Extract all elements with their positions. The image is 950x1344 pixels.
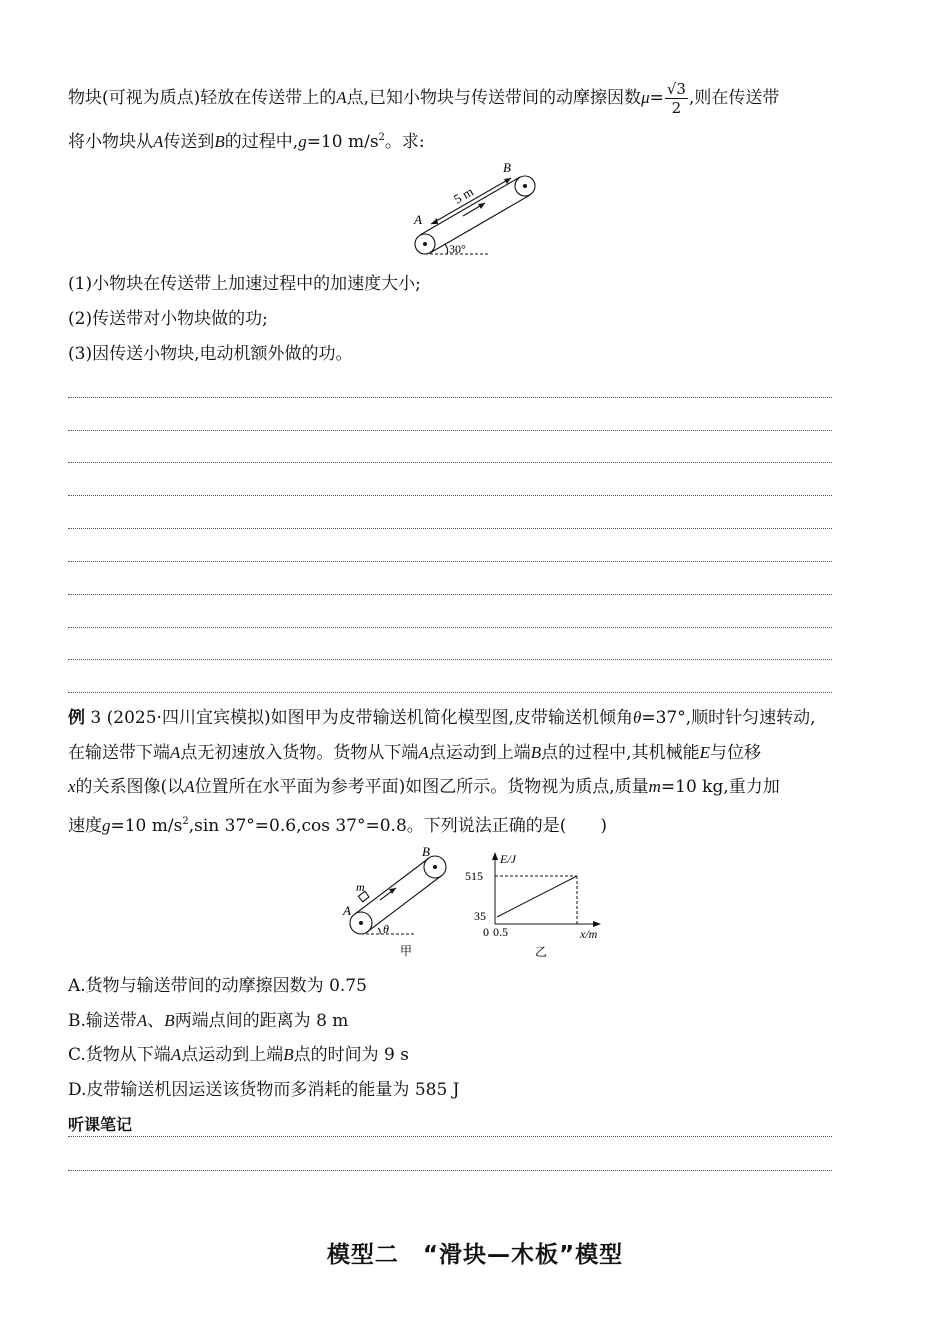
example3-line-3: x的关系图像(以A位置所在水平面为参考平面)如图乙所示。货物视为质点,质量m=10 kg,重力加 <box>68 777 780 797</box>
answer-line <box>68 528 832 529</box>
answer-line <box>68 561 832 562</box>
jia-label-m: m <box>356 880 365 894</box>
answer-line <box>68 692 832 693</box>
yi-x-tick: 0.5 <box>493 925 508 939</box>
energy-graph-yi <box>462 850 612 962</box>
option-c: C.货物从下端A点运动到上端B点的时间为 9 s <box>68 1045 409 1065</box>
yi-y-top: 515 <box>465 869 483 883</box>
question-2: (2)传送带对小物块做的功; <box>68 309 268 329</box>
option-d: D.皮带输送机因运送该货物而多消耗的能量为 585 J <box>68 1080 460 1100</box>
yi-y-low: 35 <box>474 909 486 923</box>
problem-line-2: 将小物块从A传送到B的过程中,g=10 $m/s^2$。求: <box>68 132 425 152</box>
conveyor-figure-jia <box>338 845 458 960</box>
question-1: (1)小物块在传送带上加速过程中的加速度大小; <box>68 274 421 294</box>
answer-line <box>68 495 832 496</box>
fig1-label-a: A <box>414 212 422 227</box>
energy-line <box>497 876 577 917</box>
answer-line <box>68 462 832 463</box>
option-b: B.输送带A、B两端点间的距离为 8 m <box>68 1011 349 1031</box>
option-a: A.货物与输送带间的动摩擦因数为 0.75 <box>68 976 367 996</box>
example-label: 例 <box>68 708 85 728</box>
jia-label-theta: θ <box>383 922 389 936</box>
yi-xlabel: x/m <box>580 927 598 941</box>
yi-origin: 0 <box>483 925 489 939</box>
fig1-angle: 30° <box>449 242 466 256</box>
answer-line <box>68 594 832 595</box>
answer-line <box>68 397 832 398</box>
answer-line <box>68 627 832 628</box>
yi-caption: 乙 <box>535 945 548 959</box>
yi-ylabel: E/J <box>500 852 516 866</box>
answer-line <box>68 430 832 431</box>
problem-line-1: 物块(可视为质点)轻放在传送带上的A点,已知小物块与传送带间的动摩擦因数μ= $\frac{√3}{2}$ ,则在传送带 <box>68 80 780 117</box>
notes-line <box>68 1170 832 1171</box>
example3-line-1: 例 3 (2025·四川宜宾模拟)如图甲为皮带输送机简化模型图,皮带输送机倾角θ=37°,顺时针匀速转动, <box>68 708 816 728</box>
fig1-label-b: B <box>503 160 511 175</box>
jia-caption: 甲 <box>400 944 413 958</box>
jia-label-b: B <box>422 845 430 859</box>
jia-label-a: A <box>343 903 351 918</box>
mu-fraction: $\frac{√3}{2}$ <box>666 80 686 117</box>
answer-line <box>68 659 832 660</box>
section-title: 模型二 “滑块—木板”模型 <box>326 1242 624 1268</box>
conveyor-figure-1 <box>405 158 550 260</box>
example3-line-2: 在输送带下端A点无初速放入货物。货物从下端A点运动到上端B点的过程中,其机械能E与位移 <box>68 743 761 763</box>
fig1-length: 5 m <box>451 183 476 207</box>
example3-line-4: 速度g=10 $m/s^2,\sin$ 37°=0.6,cos 37°=0.8。下列说法正确的是( ) <box>68 816 608 836</box>
notes-heading: 听课笔记 <box>68 1115 133 1134</box>
question-3: (3)因传送小物块,电动机额外做的功。 <box>68 344 353 364</box>
notes-line <box>68 1136 832 1137</box>
